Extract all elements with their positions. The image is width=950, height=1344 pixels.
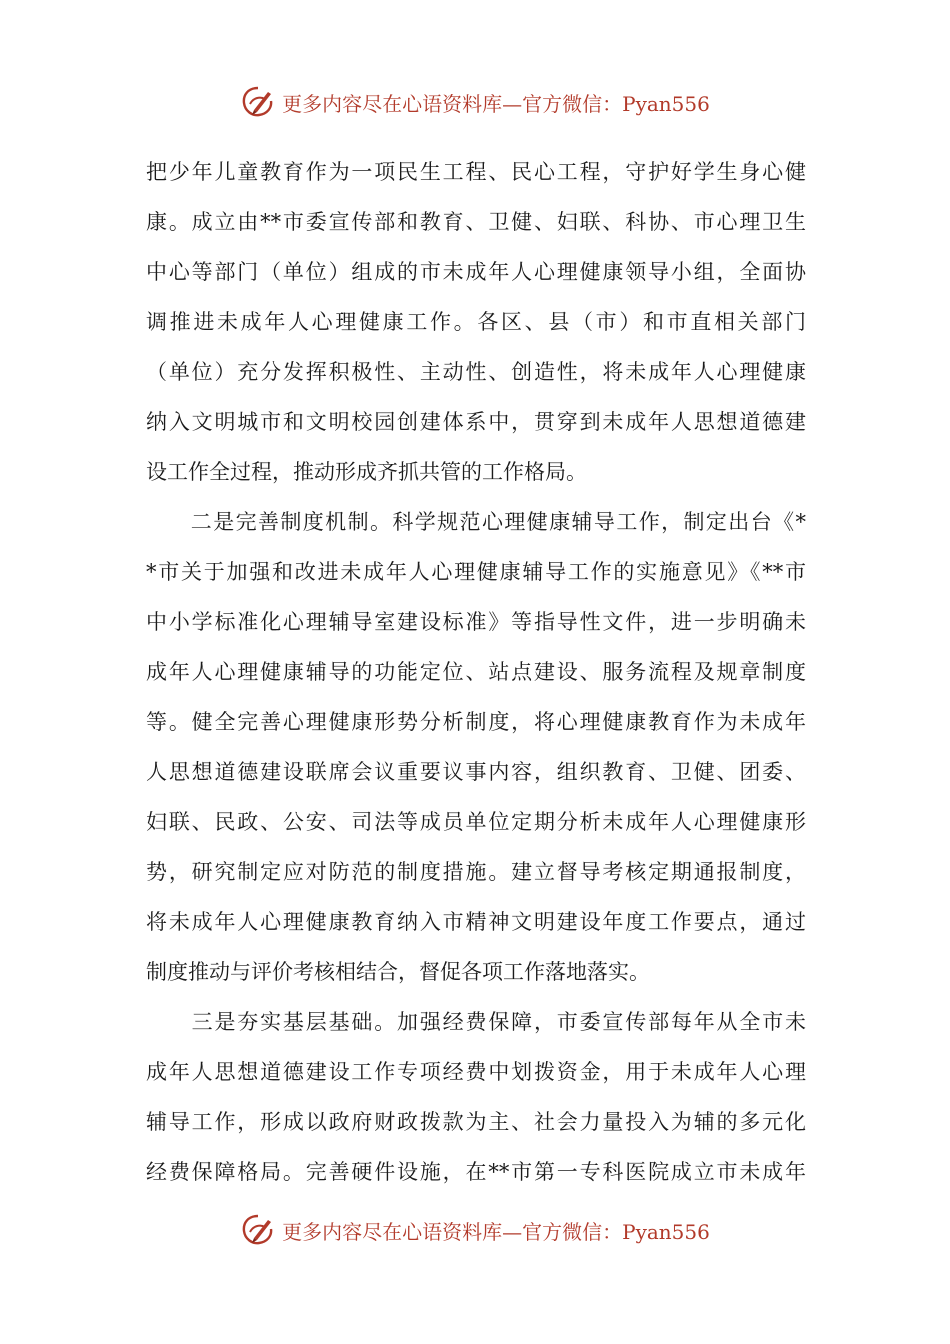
body-line: 制度推动与评价考核相结合，督促各项工作落地落实。 (146, 960, 650, 984)
body-line: （单位）充分发挥积极性、主动性、创造性，将未成年人心理健康 (146, 360, 806, 384)
body-line: 辅导工作，形成以政府财政拨款为主、社会力量投入为辅的多元化 (146, 1110, 806, 1134)
pen-swirl-logo-icon (240, 1212, 276, 1248)
body-line: 中小学标准化心理辅导室建设标准》等指导性文件，进一步明确未 (146, 610, 806, 634)
body-line: *市关于加强和改进未成年人心理健康辅导工作的实施意见》《**市 (146, 560, 806, 584)
pen-swirl-logo-icon (240, 84, 276, 120)
header-banner-text: 更多内容尽在心语资料库—官方微信：Pyan556 (282, 91, 710, 116)
body-line: 设工作全过程，推动形成齐抓共管的工作格局。 (146, 460, 587, 484)
body-line: 妇联、民政、公安、司法等成员单位定期分析未成年人心理健康形 (146, 810, 806, 834)
body-line: 经费保障格局。完善硬件设施，在**市第一专科医院成立市未成年 (146, 1160, 806, 1184)
body-line: 三是夯实基层基础。加强经费保障，市委宣传部每年从全市未 (146, 1010, 806, 1034)
body-line: 将未成年人心理健康教育纳入市精神文明建设年度工作要点，通过 (146, 910, 806, 934)
header-banner (0, 82, 950, 122)
body-line: 二是完善制度机制。科学规范心理健康辅导工作，制定出台《* (146, 510, 806, 534)
body-line: 纳入文明城市和文明校园创建体系中，贯穿到未成年人思想道德建 (146, 410, 806, 434)
body-line: 中心等部门（单位）组成的市未成年人心理健康领导小组，全面协 (146, 260, 806, 284)
body-line: 成年人心理健康辅导的功能定位、站点建设、服务流程及规章制度 (146, 660, 806, 684)
footer-banner (0, 1210, 950, 1250)
body-line: 康。成立由**市委宣传部和教育、卫健、妇联、科协、市心理卫生 (146, 210, 806, 234)
body-line: 调推进未成年人心理健康工作。各区、县（市）和市直相关部门 (146, 310, 806, 334)
document-body (146, 147, 806, 1197)
body-line: 把少年儿童教育作为一项民生工程、民心工程，守护好学生身心健 (146, 160, 806, 184)
body-line: 人思想道德建设联席会议重要议事内容，组织教育、卫健、团委、 (146, 760, 806, 784)
body-line: 成年人思想道德建设工作专项经费中划拨资金，用于未成年人心理 (146, 1060, 806, 1084)
body-line: 势，研究制定应对防范的制度措施。建立督导考核定期通报制度， (146, 860, 806, 884)
footer-banner-text: 更多内容尽在心语资料库—官方微信：Pyan556 (282, 1219, 710, 1244)
body-line: 等。健全完善心理健康形势分析制度，将心理健康教育作为未成年 (146, 710, 806, 734)
